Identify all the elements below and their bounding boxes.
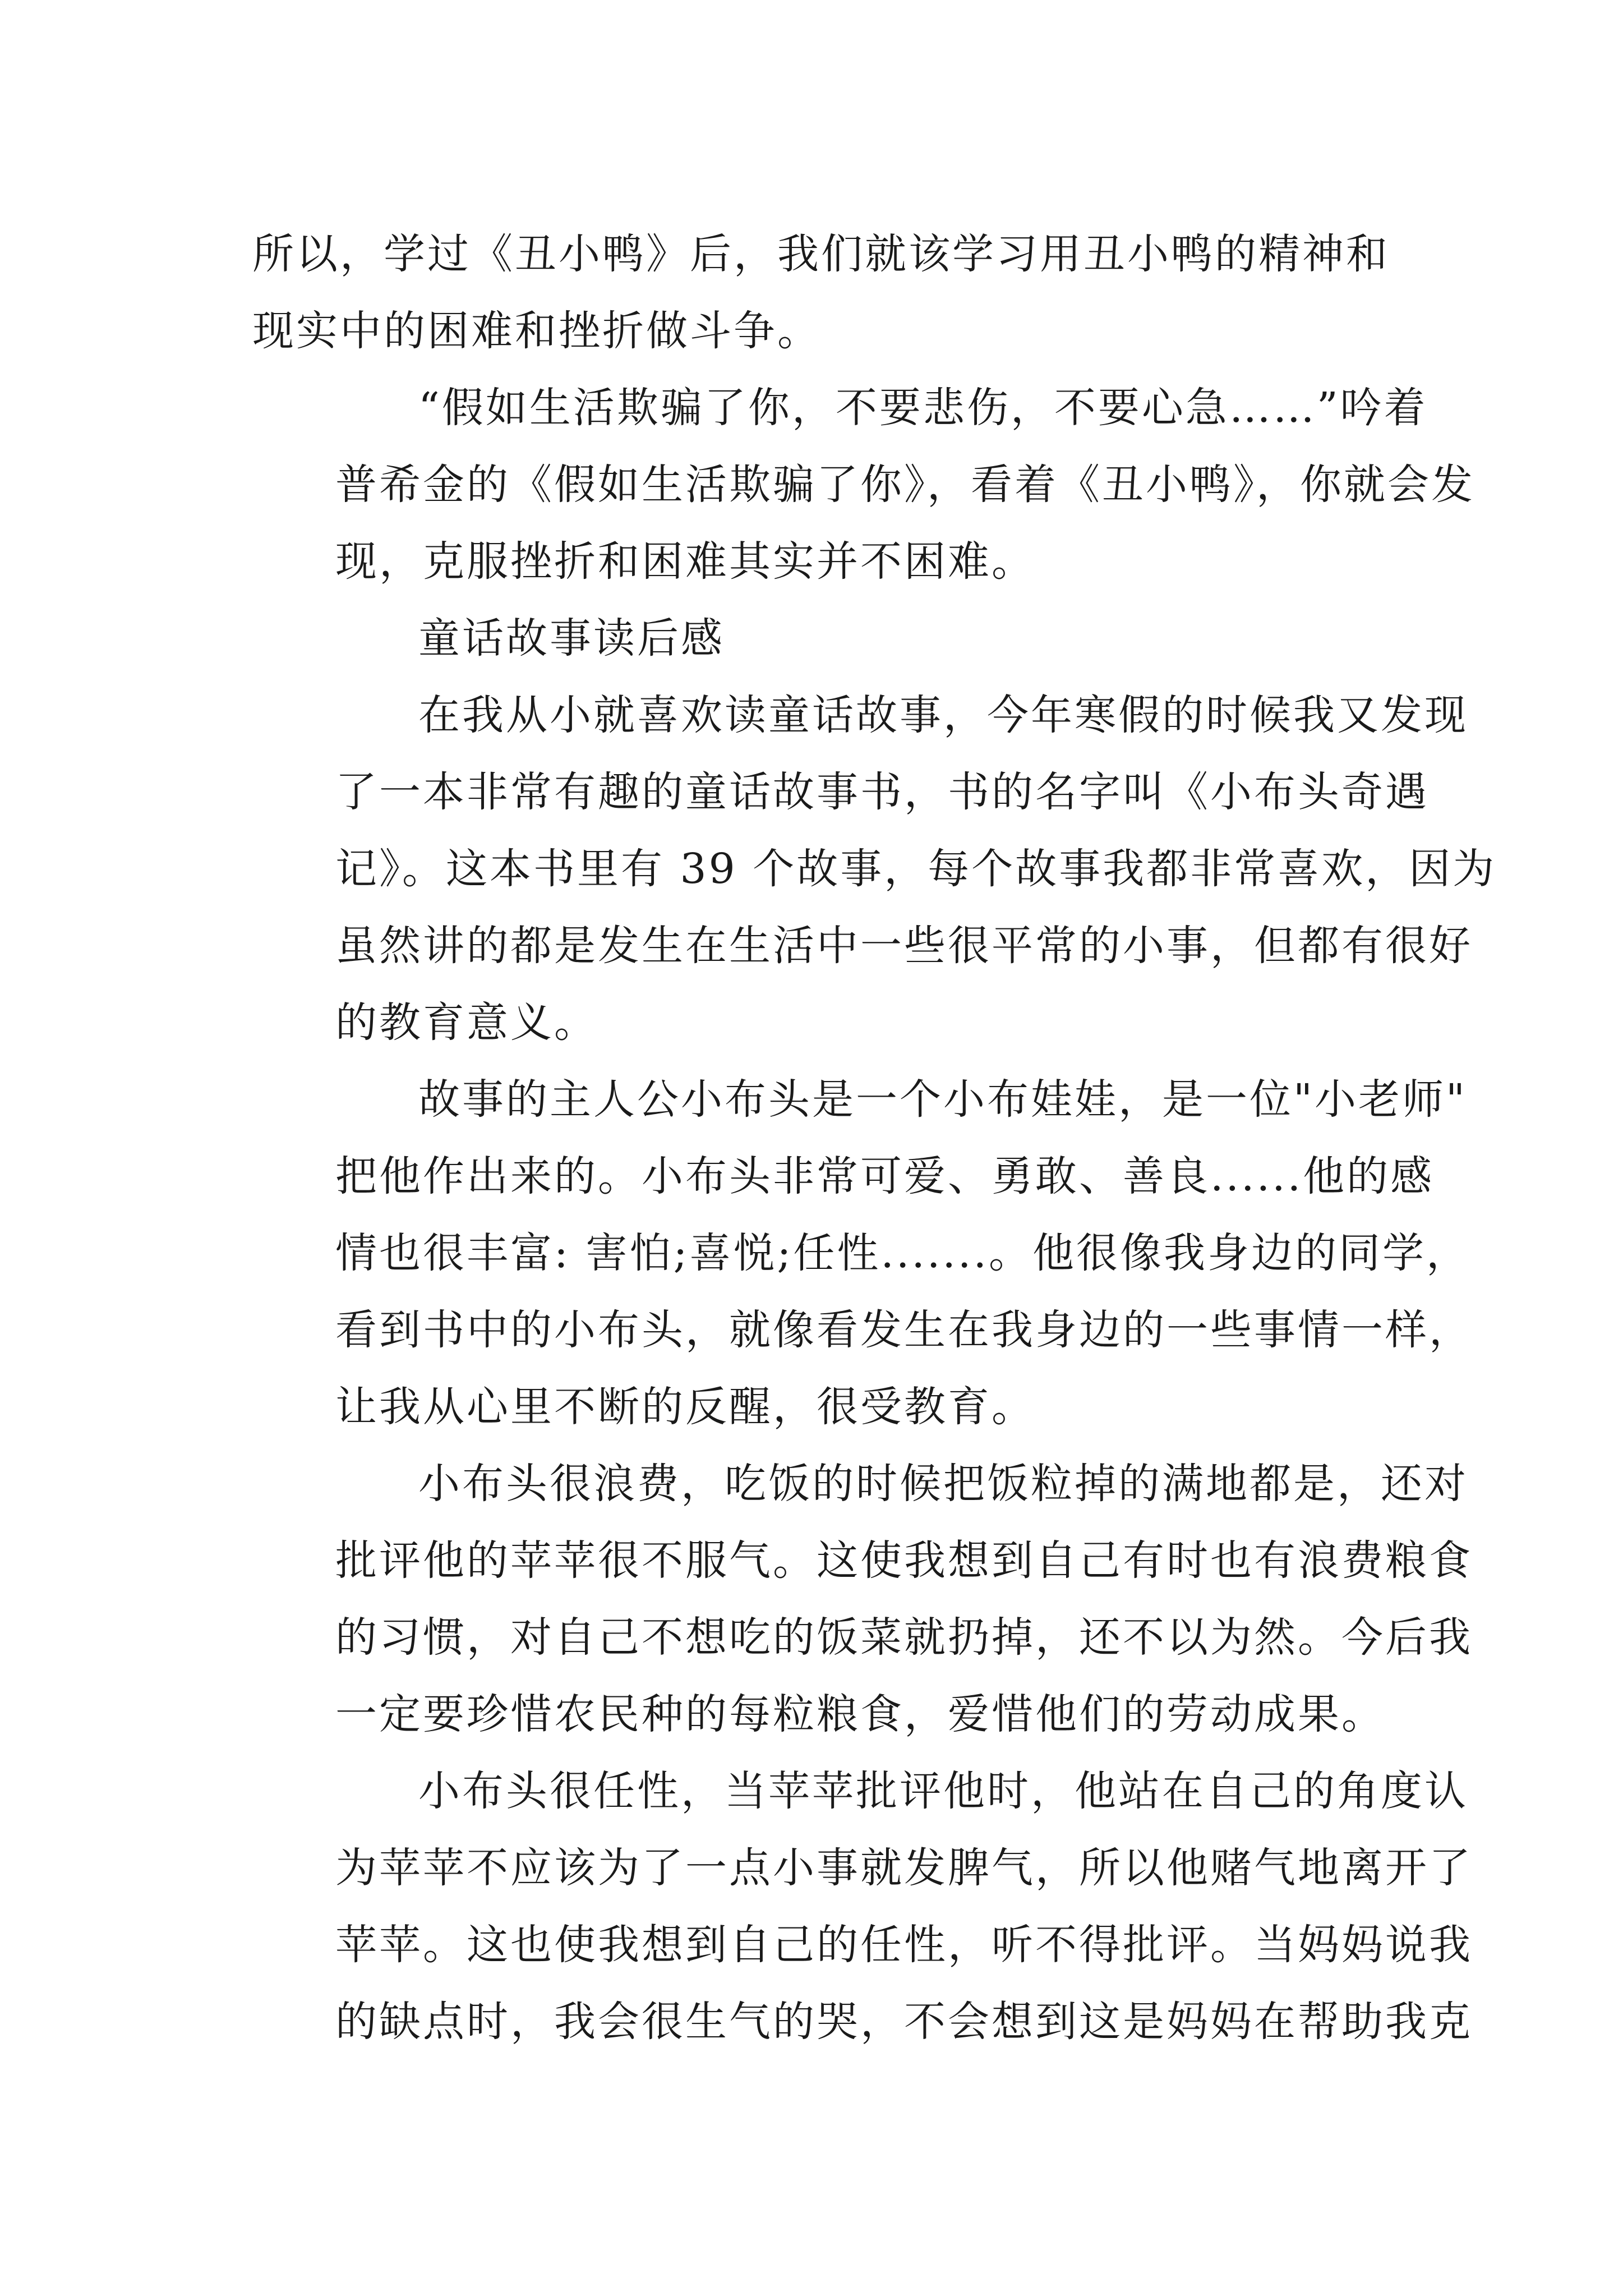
paragraph-2 (252, 370, 1475, 600)
text-line: 一定要珍惜农民种的每粒粮食，爱惜他们的劳动成果。 (335, 1690, 1385, 1738)
text-line: 记》。这本书里有 39 个故事，每个故事我都非常喜欢，因为 (335, 845, 1497, 893)
text-line: 的教育意义。 (335, 999, 598, 1047)
heading-text: 童话故事读后感 (418, 614, 725, 662)
text-line: 把他作出来的。小布头非常可爱、勇敢、善良......他的感 (335, 1152, 1435, 1200)
text-line: 小布头很浪费，吃饭的时候把饭粒掉的满地都是，还对 (418, 1460, 1468, 1508)
text-line: 现实中的困难和挫折做斗争。 (252, 307, 821, 355)
text-line: 虽然讲的都是发生在生活中一些很平常的小事，但都有很好 (335, 922, 1473, 970)
paragraph-4 (252, 1061, 1473, 1446)
paragraph-1 (252, 216, 1389, 370)
document-page (252, 216, 1497, 2060)
text-line: 为苹苹不应该为了一点小事就发脾气，所以他赌气地离开了 (335, 1844, 1473, 1892)
text-line: 现，克服挫折和困难其实并不困难。 (335, 537, 1035, 586)
paragraph-6 (252, 1753, 1473, 2060)
text-line: 的习惯，对自己不想吃的饭菜就扔掉，还不以为然。今后我 (335, 1613, 1473, 1662)
paragraph-3 (252, 677, 1497, 1061)
text-line: 所以，学过《丑小鸭》后，我们就该学习用丑小鸭的精神和 (252, 230, 1390, 278)
text-line: 在我从小就喜欢读童话故事，今年寒假的时候我又发现 (418, 691, 1468, 739)
text-line: 普希金的《假如生活欺骗了你》，看着《丑小鸭》，你就会发 (335, 461, 1475, 509)
text-line: 故事的主人公小布头是一个小布娃娃，是一位"小老师" (418, 1075, 1468, 1124)
text-line: 让我从心里不断的反醒，很受教育。 (335, 1383, 1035, 1431)
paragraph-5 (252, 1446, 1473, 1753)
text-line: “假如生活欺骗了你，不要悲伤，不要心急……”吟着 (418, 384, 1428, 432)
text-line: 了一本非常有趣的童话故事书，书的名字叫《小布头奇遇 (335, 768, 1429, 816)
section-heading (252, 600, 1389, 677)
text-line: 的缺点时，我会很生气的哭，不会想到这是妈妈在帮助我克 (335, 1998, 1473, 2046)
text-line: 小布头很任性，当苹苹批评他时，他站在自己的角度认 (418, 1767, 1468, 1815)
text-line: 情也很丰富: 害怕;喜悦;任性.......。他很像我身边的同学， (335, 1229, 1470, 1277)
text-line: 批评他的苹苹很不服气。这使我想到自己有时也有浪费粮食 (335, 1536, 1473, 1585)
text-line: 看到书中的小布头，就像看发生在我身边的一些事情一样， (335, 1306, 1473, 1354)
text-line: 苹苹。这也使我想到自己的任性，听不得批评。当妈妈说我 (335, 1921, 1473, 1969)
